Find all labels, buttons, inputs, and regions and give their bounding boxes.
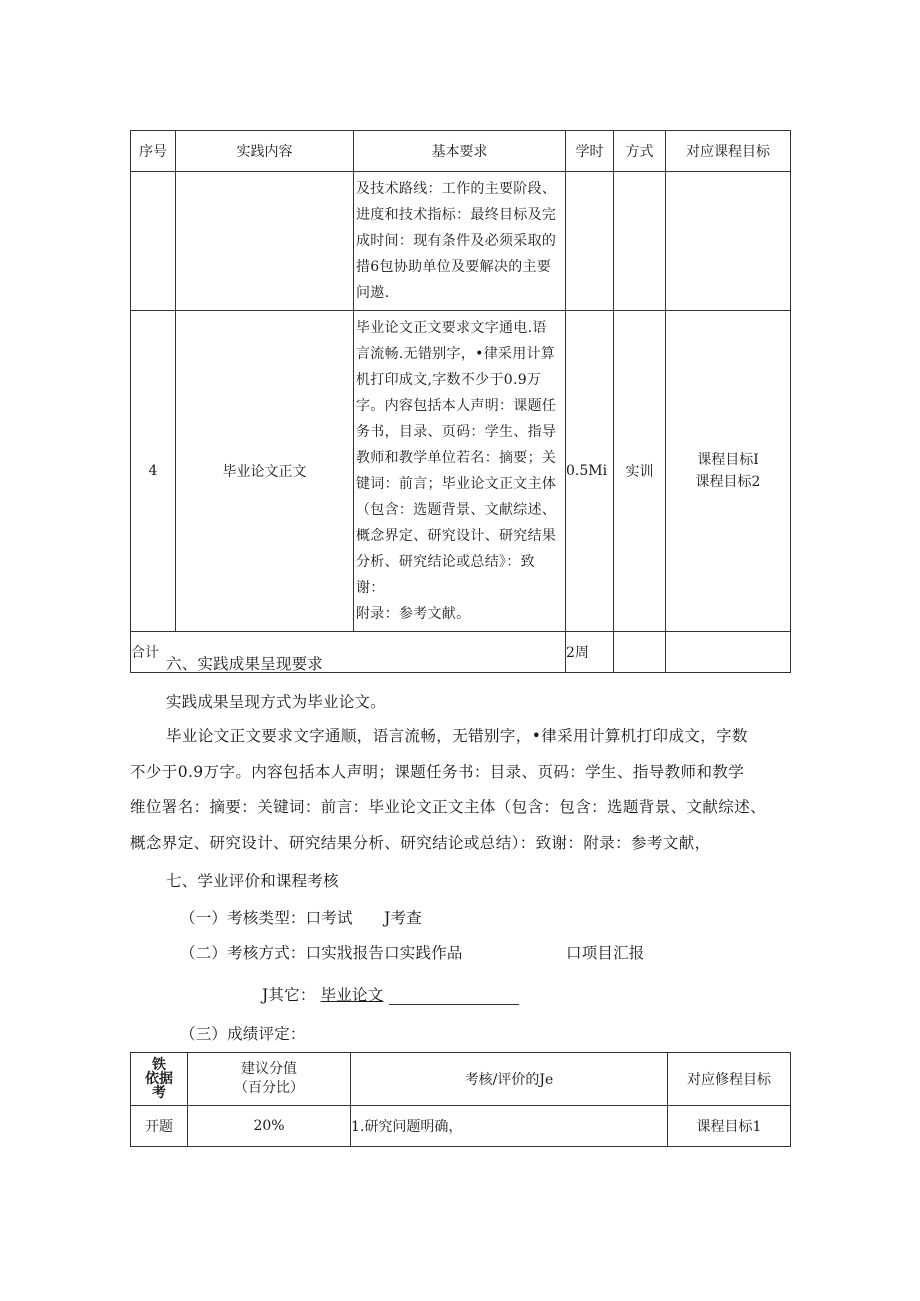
table-header-row bbox=[131, 131, 791, 172]
assessment-other-line bbox=[262, 983, 519, 1005]
section6-paragraph1: 实践成果呈现方式为毕业论文。 bbox=[166, 693, 386, 711]
grade-header-row bbox=[131, 1053, 791, 1106]
header-content: 实践内容 bbox=[176, 131, 354, 172]
row-item: 开题 bbox=[131, 1106, 188, 1147]
row-number: 4 bbox=[131, 311, 176, 632]
grade-table bbox=[130, 1052, 791, 1147]
section6-heading: 六、实践成果呈现要求 bbox=[166, 655, 324, 673]
row-goals: 课程目标I 课程目标2 bbox=[666, 311, 791, 632]
table-row bbox=[131, 311, 791, 632]
assessment-method-project: 口项目汇报 bbox=[566, 944, 645, 962]
other-prefix: J其它： bbox=[262, 986, 316, 1004]
table-row bbox=[131, 1106, 791, 1147]
header-hours: 学时 bbox=[566, 131, 614, 172]
header-requirements: 基本要求 bbox=[354, 131, 566, 172]
total-hours: 2周 bbox=[566, 632, 614, 673]
section6-paragraph2-line3: 维位署名：摘要：关键词：前言：毕业论文正文主体（包含：包含：选题背景、文献综述、 bbox=[130, 798, 767, 816]
header-criteria: 考核/评价的Je bbox=[351, 1053, 668, 1106]
header-goal: 对应课程目标 bbox=[666, 131, 791, 172]
section6-paragraph2-line4: 概念界定、研究设计、研究结果分析、研究结论或总结）：致谢：附录：参考文献， bbox=[130, 834, 711, 852]
requirements-cell: 及技术路线：工作的主要阶段、 进度和技术指标：最终目标及完 成时间：现有条件及必须采取的 措6包协助单位及要解决的主要 问遨. bbox=[354, 172, 566, 311]
table-row bbox=[131, 172, 791, 311]
grade-heading: （三）成绩评定： bbox=[180, 1025, 306, 1043]
total-label: 合计 bbox=[131, 632, 566, 673]
header-basis: 铁 依据 考 bbox=[131, 1053, 188, 1106]
section6-paragraph2-line2: 不少于0.9万字。内容包括本人声明；课题任务书：目录、页码：学生、指导教师和教学 bbox=[130, 763, 745, 781]
section6-paragraph2-line1: 毕业论文正文要求文字通顺，语言流畅，无错别字，•律采用计算机打印成文，字数 bbox=[166, 727, 748, 745]
other-value: 毕业论文 bbox=[320, 986, 384, 1004]
header-score: 建议分值 （百分比） bbox=[188, 1053, 351, 1106]
header-no: 序号 bbox=[131, 131, 176, 172]
row-score: 20% bbox=[188, 1106, 351, 1147]
row-method: 实训 bbox=[614, 311, 666, 632]
requirements-cell: 毕业论文正文要求文字通电.语 言流畅.无错别字，•律采用计算 机打印成文,字数不少于0.9万 字。内容包括本人声明：课题任 务书，目录、页码：学生、指导 教师和教学单位若名：摘要；关 键词：前言；毕业论文正文主体 （包含：选题背景、文献综述、 概念界定、研究设计、研究结果 分析、研究结论或总结》：致谢： 附录：参考文献。 bbox=[354, 311, 566, 632]
assessment-method-line: （二）考核方式：口实戕报告口实践作品 bbox=[180, 944, 463, 962]
header-method: 方式 bbox=[614, 131, 666, 172]
section7-heading: 七、学业评价和课程考核 bbox=[166, 872, 339, 890]
assessment-type-line: （一）考核类型：口考试 J考查 bbox=[180, 909, 422, 927]
row-goal: 课程目标1 bbox=[668, 1106, 791, 1147]
header-goal: 对应修程目标 bbox=[668, 1053, 791, 1106]
practice-table bbox=[130, 130, 791, 673]
row-hours: 0.5Mi bbox=[566, 311, 614, 632]
row-criteria: 1.研究问题明确， bbox=[351, 1106, 668, 1147]
blank-line bbox=[389, 988, 519, 1005]
row-content: 毕业论文正文 bbox=[176, 311, 354, 632]
